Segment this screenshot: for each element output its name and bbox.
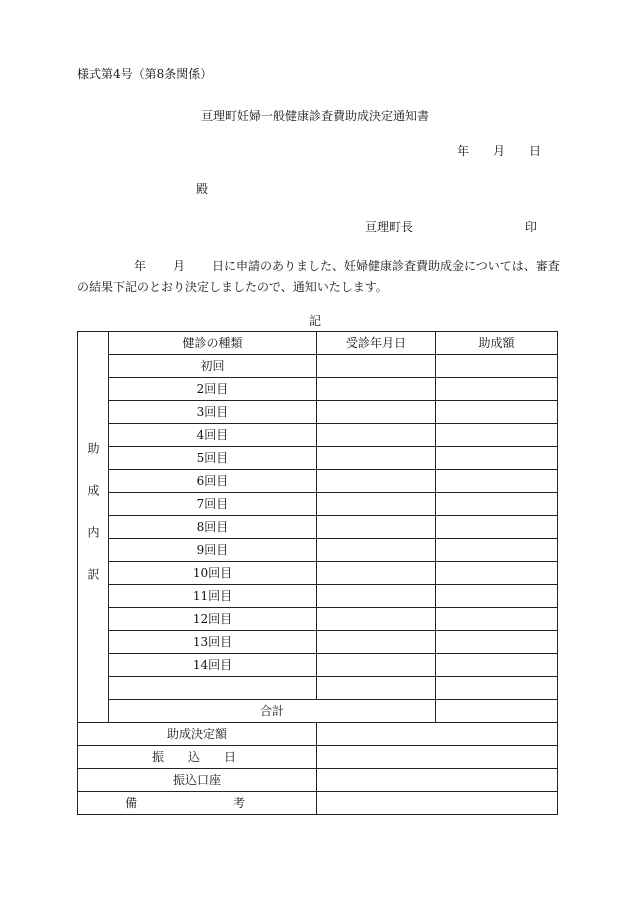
amount-cell xyxy=(436,585,558,608)
summary-value-cell xyxy=(317,723,558,746)
amount-cell xyxy=(436,401,558,424)
summary-label: 助成決定額 xyxy=(78,723,317,746)
amount-cell xyxy=(436,493,558,516)
checkup-type-cell: 初回 xyxy=(109,355,317,378)
table-row xyxy=(78,378,558,401)
amount-cell xyxy=(436,562,558,585)
summary-label: 振 込 日 xyxy=(78,746,317,769)
checkup-type-cell: 4回目 xyxy=(109,424,317,447)
total-row xyxy=(78,700,558,723)
visit-date-cell xyxy=(317,608,436,631)
visit-date-cell xyxy=(317,539,436,562)
form-number: 様式第4号（第8条関係） xyxy=(77,67,213,81)
summary-row xyxy=(78,792,558,815)
body-year-label: 年 xyxy=(134,259,147,273)
summary-value-cell xyxy=(317,769,558,792)
visit-date-cell xyxy=(317,585,436,608)
addressee-honorific: 殿 xyxy=(196,182,209,196)
table-row xyxy=(78,401,558,424)
amount-cell xyxy=(436,608,558,631)
visit-date-cell xyxy=(317,562,436,585)
column-header: 健診の種類 xyxy=(109,332,317,355)
summary-row xyxy=(78,723,558,746)
record-label: 記 xyxy=(308,314,321,328)
checkup-type-cell: 10回目 xyxy=(109,562,317,585)
column-header: 受診年月日 xyxy=(317,332,436,355)
document-title: 亘理町妊婦一般健康診査費助成決定通知書 xyxy=(200,109,429,123)
date-month-label: 月 xyxy=(493,144,506,158)
total-amount-cell xyxy=(436,700,558,723)
amount-cell xyxy=(436,470,558,493)
visit-date-cell xyxy=(317,401,436,424)
table-row xyxy=(78,608,558,631)
visit-date-cell xyxy=(317,631,436,654)
checkup-type-cell: 5回目 xyxy=(109,447,317,470)
checkup-type-cell xyxy=(109,677,317,700)
side-label: 助成内訳 xyxy=(86,441,100,610)
visit-date-cell xyxy=(317,516,436,539)
date-year-label: 年 xyxy=(457,144,470,158)
checkup-type-cell: 11回目 xyxy=(109,585,317,608)
table-row xyxy=(78,539,558,562)
visit-date-cell xyxy=(317,654,436,677)
visit-date-cell xyxy=(317,447,436,470)
notice-body xyxy=(77,256,561,298)
table-row xyxy=(78,654,558,677)
summary-row xyxy=(78,769,558,792)
side-label-cell xyxy=(78,332,109,723)
table-row xyxy=(78,355,558,378)
amount-cell xyxy=(436,378,558,401)
amount-cell xyxy=(436,355,558,378)
checkup-type-cell: 2回目 xyxy=(109,378,317,401)
total-label: 合計 xyxy=(109,700,436,723)
summary-value-cell xyxy=(317,746,558,769)
table-row xyxy=(78,631,558,654)
checkup-type-cell: 9回目 xyxy=(109,539,317,562)
checkup-type-cell: 3回目 xyxy=(109,401,317,424)
table-row xyxy=(78,677,558,700)
amount-cell xyxy=(436,516,558,539)
checkup-type-cell: 8回目 xyxy=(109,516,317,539)
summary-row xyxy=(78,746,558,769)
visit-date-cell xyxy=(317,470,436,493)
amount-cell xyxy=(436,424,558,447)
amount-cell xyxy=(436,677,558,700)
table-row xyxy=(78,493,558,516)
amount-cell xyxy=(436,539,558,562)
table-row xyxy=(78,516,558,539)
checkup-type-cell: 13回目 xyxy=(109,631,317,654)
table-row xyxy=(78,585,558,608)
summary-value-cell xyxy=(317,792,558,815)
summary-label: 備 考 xyxy=(78,792,317,815)
visit-date-cell xyxy=(317,493,436,516)
date-day-label: 日 xyxy=(529,144,542,158)
visit-date-cell xyxy=(317,355,436,378)
amount-cell xyxy=(436,447,558,470)
amount-cell xyxy=(436,654,558,677)
table-row xyxy=(78,447,558,470)
checkup-type-cell: 14回目 xyxy=(109,654,317,677)
table-row xyxy=(78,562,558,585)
subsidy-table xyxy=(77,331,558,815)
column-header: 助成額 xyxy=(436,332,558,355)
visit-date-cell xyxy=(317,424,436,447)
visit-date-cell xyxy=(317,378,436,401)
checkup-type-cell: 6回目 xyxy=(109,470,317,493)
table-row xyxy=(78,424,558,447)
visit-date-cell xyxy=(317,677,436,700)
summary-label: 振込口座 xyxy=(78,769,317,792)
checkup-type-cell: 7回目 xyxy=(109,493,317,516)
table-header-row xyxy=(78,332,558,355)
issuer-name: 亘理町長 xyxy=(365,220,414,234)
checkup-type-cell: 12回目 xyxy=(109,608,317,631)
table-row xyxy=(78,470,558,493)
seal-mark: 印 xyxy=(525,220,538,234)
body-month-label: 月 xyxy=(173,259,186,273)
amount-cell xyxy=(436,631,558,654)
issue-date-line xyxy=(457,143,541,159)
body-text: 日に申請のありました、妊婦健康診査費助成金については、審査の結果下記のとおり決定しましたので、通知いたします。 xyxy=(77,259,560,294)
